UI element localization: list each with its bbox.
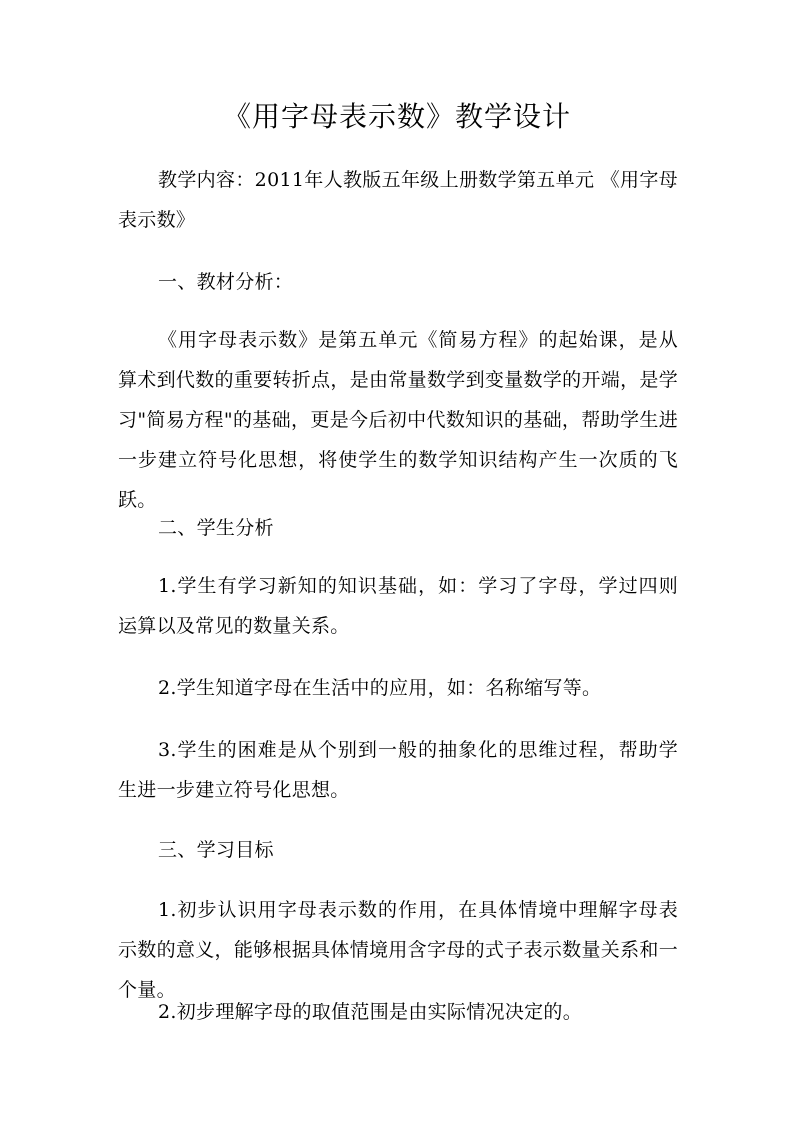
section-heading-textbook-analysis: 一、教材分析： bbox=[158, 271, 294, 293]
student-analysis-item-3: 3.学生的困难是从个别到一般的抽象化的思维过程，帮助学生进一步建立符号化思想。 bbox=[118, 739, 678, 801]
student-analysis-item-1: 1.学生有学习新知的知识基础，如：学习了字母，学过四则运算以及常见的数量关系。 bbox=[118, 575, 678, 637]
document-title: 《用字母表示数》教学设计 bbox=[222, 100, 571, 133]
section-heading-student-analysis: 二、学生分析 bbox=[158, 517, 274, 539]
student-analysis-item-2: 2.学生知道字母在生活中的应用，如：名称缩写等。 bbox=[158, 677, 602, 699]
textbook-analysis-paragraph: 《用字母表示数》是第五单元《简易方程》的起始课，是从算术到代数的重要转折点，是由常量数学到变量数学的开端，是学习"简易方程"的基础，更是今后初中代数知识的基础，帮助学生进一步建立符号化思想，将使学生的数学知识结构产生一次质的飞跃。 bbox=[118, 329, 678, 511]
content-intro: 教学内容：2011年人教版五年级上册数学第五单元 《用字母表示数》 bbox=[118, 169, 678, 231]
learning-objective-item-2: 2.初步理解字母的取值范围是由实际情况决定的。 bbox=[158, 1001, 583, 1023]
learning-objective-item-1: 1.初步认识用字母表示数的作用，在具体情境中理解字母表示数的意义，能够根据具体情境用含字母的式子表示数量关系和一个量。 bbox=[118, 899, 678, 1001]
section-heading-learning-objectives: 三、学习目标 bbox=[158, 839, 274, 861]
